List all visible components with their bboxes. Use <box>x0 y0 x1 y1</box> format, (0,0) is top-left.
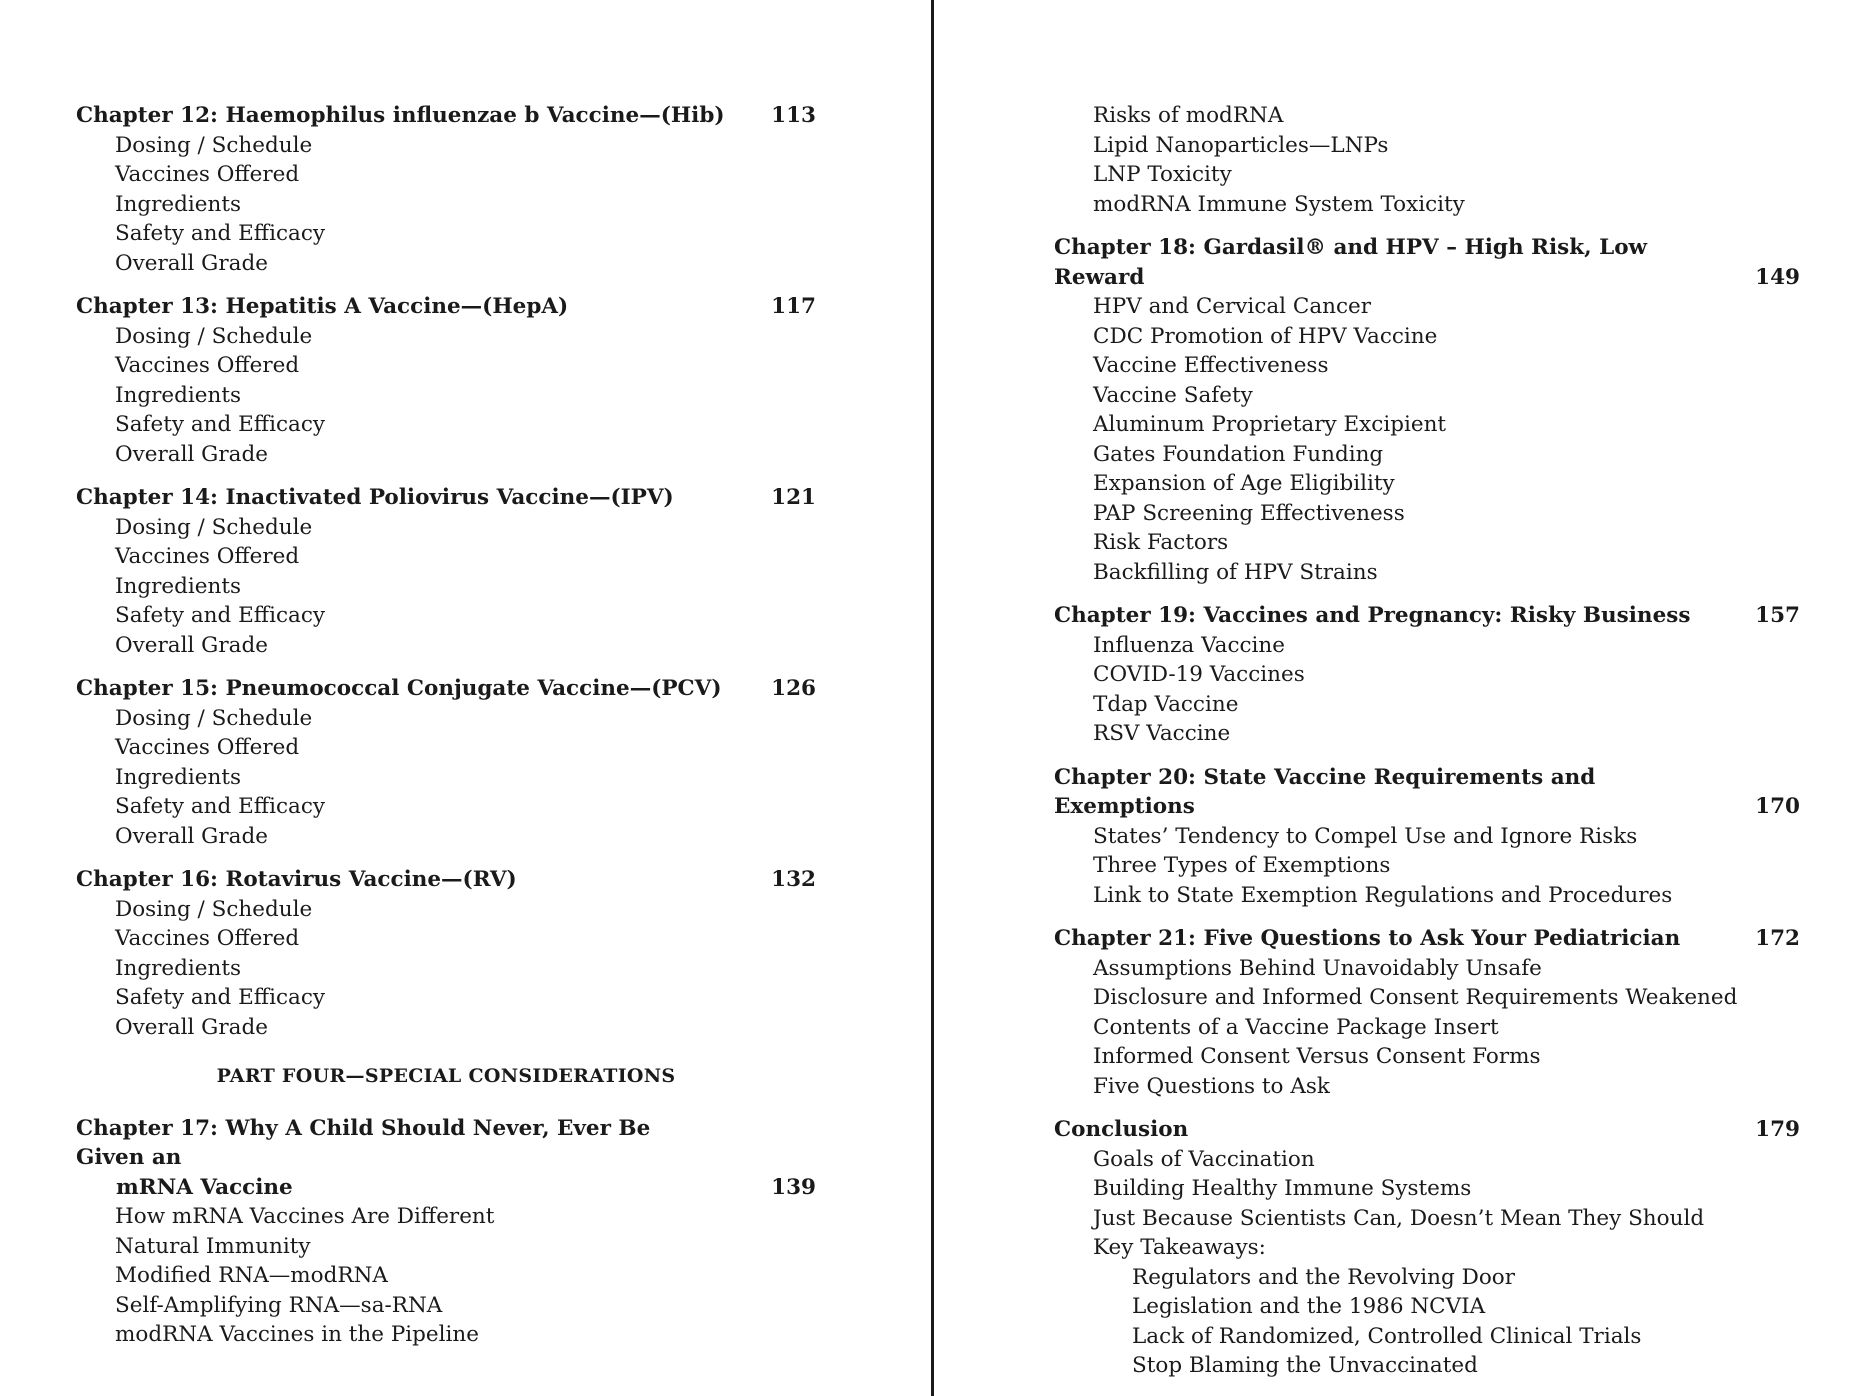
chapter-title: Chapter 14: Inactivated Poliovirus Vaccine—(IPV) <box>76 485 674 510</box>
topic-item: Safety and Efficacy <box>115 794 326 819</box>
topic-list <box>76 322 931 470</box>
topic-item: HPV and Cervical Cancer <box>1093 294 1372 319</box>
chapter-page-number: 121 <box>771 485 816 510</box>
topic-list <box>1054 954 1862 1102</box>
topic-item: Lipid Nanoparticles—LNPs <box>1093 132 1389 158</box>
topic-item: Goals of Vaccination <box>1093 1146 1315 1172</box>
topic-list <box>1054 292 1862 587</box>
topic-item: Overall Grade <box>115 632 268 658</box>
chapter-title: Chapter 18: Gardasil® and HPV – High Risk, Low Reward <box>1054 235 1648 290</box>
chapter-heading <box>76 101 816 131</box>
chapter-page-number: 170 <box>1755 794 1800 819</box>
topic-item: Ingredients <box>115 955 241 981</box>
topic-item: Vaccine Effectiveness <box>1093 353 1329 378</box>
topic-list <box>1054 1145 1862 1381</box>
chapter-entry <box>76 1114 931 1350</box>
topic-item: LNP Toxicity <box>1093 162 1232 187</box>
topic-item: Ingredients <box>115 191 241 217</box>
continued-topic-list <box>1054 101 1862 219</box>
chapter-heading <box>1054 601 1800 631</box>
topic-item: PAP Screening Effectiveness <box>1093 500 1405 526</box>
topic-item: Safety and Efficacy <box>115 985 326 1010</box>
chapter-page-number: 149 <box>1755 264 1800 290</box>
topic-item: COVID-19 Vaccines <box>1093 662 1305 687</box>
chapter-page-number: 139 <box>771 1174 816 1200</box>
subtopic-item: Lack of Randomized, Controlled Clinical Trials <box>1132 1323 1642 1349</box>
chapter-entry <box>1054 233 1862 587</box>
topic-item: Dosing / Schedule <box>115 514 313 540</box>
chapter-page-number: 132 <box>771 867 816 892</box>
chapter-heading <box>76 674 816 704</box>
topic-item: CDC Promotion of HPV Vaccine <box>1093 323 1438 349</box>
chapter-heading <box>1054 763 1800 822</box>
topic-item: Overall Grade <box>115 823 268 849</box>
topic-item: Vaccines Offered <box>115 544 300 569</box>
chapter-page-number: 113 <box>771 103 816 128</box>
topic-list <box>76 895 931 1043</box>
chapter-page-number: 126 <box>771 676 816 701</box>
topic-item: Backfilling of HPV Strains <box>1093 559 1378 585</box>
chapter-heading <box>1054 924 1800 954</box>
topic-item: Overall Grade <box>115 1014 268 1040</box>
topic-item: modRNA Immune System Toxicity <box>1093 191 1465 217</box>
topic-item: Contents of a Vaccine Package Insert <box>1093 1014 1499 1040</box>
topic-item: States’ Tendency to Compel Use and Ignore Risks <box>1093 823 1638 849</box>
topic-item: Just Because Scientists Can, Doesn’t Mean They Should <box>1093 1205 1705 1231</box>
topic-item: Informed Consent Versus Consent Forms <box>1093 1044 1541 1069</box>
topic-list <box>1054 822 1862 911</box>
topic-item: Link to State Exemption Regulations and Procedures <box>1093 882 1673 908</box>
topic-item: Risks of modRNA <box>1093 103 1284 128</box>
topic-item: Five Questions to Ask <box>1093 1073 1330 1099</box>
subtopic-item: Regulators and the Revolving Door <box>1132 1264 1516 1290</box>
topic-item: Assumptions Behind Unavoidably Unsafe <box>1093 955 1542 981</box>
topic-item: Vaccines Offered <box>115 735 300 760</box>
topic-item: Tdap Vaccine <box>1093 691 1239 717</box>
right-page <box>934 0 1862 1396</box>
chapter-entry <box>76 292 931 469</box>
topic-item: Overall Grade <box>115 250 268 276</box>
chapter-heading <box>76 292 816 322</box>
chapter-heading <box>76 865 816 895</box>
chapter-page-number: 157 <box>1755 603 1800 628</box>
topic-item: Overall Grade <box>115 441 268 467</box>
chapter-heading <box>76 1114 816 1203</box>
chapter-entry <box>76 101 931 278</box>
topic-item: Self-Amplifying RNA—sa-RNA <box>115 1292 443 1318</box>
chapter-entry <box>76 674 931 851</box>
topic-list <box>76 1202 931 1350</box>
chapter-entry <box>1054 763 1862 911</box>
topic-item: Vaccines Offered <box>115 926 300 951</box>
topic-item: Safety and Efficacy <box>115 603 326 628</box>
topic-item: Key Takeaways: <box>1093 1235 1266 1260</box>
topic-item: Safety and Efficacy <box>115 412 326 437</box>
chapter-heading <box>1054 233 1800 292</box>
topic-list <box>1054 631 1862 749</box>
part-heading: PART FOUR—SPECIAL CONSIDERATIONS <box>216 1065 676 1087</box>
topic-item: Disclosure and Informed Consent Requirements Weakened <box>1093 985 1738 1010</box>
chapter-title-line-2: mRNA Vaccine <box>116 1174 293 1200</box>
chapter-title: Chapter 12: Haemophilus influenzae b Vaccine—(Hib) <box>76 103 725 128</box>
topic-item: Influenza Vaccine <box>1093 632 1285 658</box>
chapter-entry <box>76 483 931 660</box>
topic-item: RSV Vaccine <box>1093 721 1231 746</box>
chapter-entry <box>76 865 931 1042</box>
topic-item: Vaccines Offered <box>115 162 300 187</box>
chapter-title: Chapter 21: Five Questions to Ask Your Pediatrician <box>1054 926 1681 951</box>
chapter-title: Chapter 13: Hepatitis A Vaccine—(HepA) <box>76 294 569 319</box>
chapter-entry <box>1054 924 1862 1101</box>
topic-item: How mRNA Vaccines Are Different <box>115 1204 495 1229</box>
topic-item: Gates Foundation Funding <box>1093 441 1384 467</box>
chapter-heading <box>76 483 816 513</box>
topic-item: Modified RNA—modRNA <box>115 1263 388 1288</box>
topic-item: Dosing / Schedule <box>115 896 313 922</box>
chapter-title: Chapter 15: Pneumococcal Conjugate Vaccine—(PCV) <box>76 676 722 701</box>
topic-item: Vaccines Offered <box>115 353 300 378</box>
conclusion-title: Conclusion <box>1054 1117 1189 1142</box>
topic-item: Expansion of Age Eligibility <box>1093 471 1395 496</box>
left-chapter-list <box>76 101 931 1042</box>
topic-item: Dosing / Schedule <box>115 132 313 158</box>
topic-item: Aluminum Proprietary Excipient <box>1093 412 1447 437</box>
topic-item: Dosing / Schedule <box>115 705 313 731</box>
subtopic-item: Legislation and the 1986 NCVIA <box>1132 1294 1486 1319</box>
conclusion-page-number: 179 <box>1755 1117 1800 1142</box>
topic-item: Ingredients <box>115 764 241 790</box>
right-chapter-list <box>1054 233 1862 1101</box>
topic-item: Natural Immunity <box>115 1233 311 1259</box>
topic-item: Ingredients <box>115 382 241 408</box>
topic-item: Three Types of Exemptions <box>1093 853 1391 878</box>
subtopic-item: Stop Blaming the Unvaccinated <box>1132 1353 1478 1378</box>
topic-list <box>76 513 931 661</box>
conclusion-entry <box>1054 1115 1862 1381</box>
chapter-title: Chapter 19: Vaccines and Pregnancy: Risky Business <box>1054 603 1691 628</box>
conclusion-heading <box>1054 1115 1800 1145</box>
chapter-page-number: 172 <box>1755 926 1800 951</box>
topic-list <box>76 704 931 852</box>
topic-item: Safety and Efficacy <box>115 221 326 246</box>
topic-item: Ingredients <box>115 573 241 599</box>
chapter-page-number: 117 <box>771 294 816 319</box>
topic-item: Dosing / Schedule <box>115 323 313 349</box>
chapter-title-line-1: Chapter 17: Why A Child Should Never, Ever Be Given an <box>76 1115 651 1170</box>
chapter-title: Chapter 16: Rotavirus Vaccine—(RV) <box>76 867 517 892</box>
topic-list <box>76 131 931 279</box>
chapter-title: Chapter 20: State Vaccine Requirements and Exemptions <box>1054 764 1596 819</box>
topic-item: modRNA Vaccines in the Pipeline <box>115 1322 479 1347</box>
topic-item: Building Healthy Immune Systems <box>1093 1176 1472 1201</box>
topic-item: Risk Factors <box>1093 530 1229 555</box>
chapter-entry <box>1054 601 1862 749</box>
topic-item: Vaccine Safety <box>1093 382 1253 408</box>
